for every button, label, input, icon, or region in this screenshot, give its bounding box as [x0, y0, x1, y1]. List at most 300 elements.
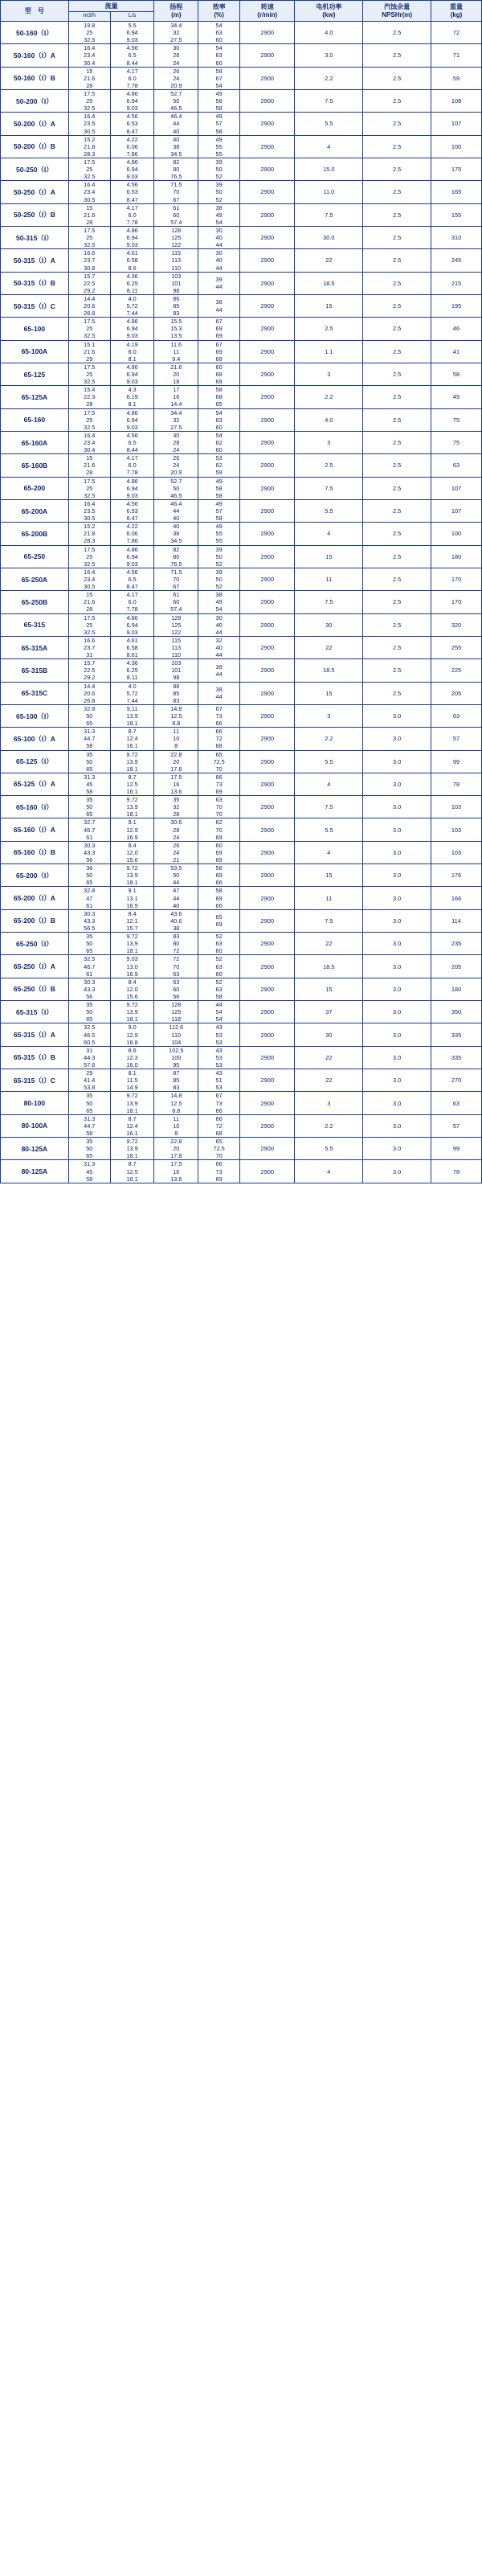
cell-head: 11 10 8 [154, 728, 198, 750]
cell-weight: 270 [431, 1069, 482, 1092]
cell-flow-m3h: 31.3 45 58 [68, 1160, 110, 1183]
cell-flow-m3h: 14.4 20.6 26.8 [68, 682, 110, 704]
cell-npsh: 2.5 [363, 203, 431, 226]
cell-npsh: 3.0 [363, 818, 431, 841]
cell-flow-m3h: 31 44.3 57.6 [68, 1046, 110, 1069]
cell-model: 80-100A [1, 1114, 69, 1137]
cell-efficiency: 49 55 55 [198, 135, 240, 158]
cell-weight: 320 [431, 613, 482, 636]
cell-power: 2.2 [295, 386, 363, 408]
table-row [1, 1114, 482, 1137]
cell-flow-ls: 9.72 13.9 18.1 [110, 796, 154, 818]
cell-npsh: 3.0 [363, 1023, 431, 1046]
cell-speed: 2900 [240, 818, 295, 841]
cell-model: 65-250 [1, 545, 69, 568]
cell-npsh: 3.0 [363, 773, 431, 795]
cell-flow-ls: 8.1 11.5 14.9 [110, 1069, 154, 1092]
cell-flow-ls: 4.22 6.06 7.86 [110, 523, 154, 545]
cell-power: 4.0 [295, 22, 363, 44]
cell-model: 50-200（I）A [1, 113, 69, 135]
cell-flow-m3h: 17.5 25 32.5 [68, 226, 110, 248]
cell-head: 17.5 16 13.6 [154, 773, 198, 795]
cell-npsh: 3.0 [363, 978, 431, 1000]
cell-flow-ls: 4.86 6.94 9.03 [110, 613, 154, 636]
table-row [1, 1069, 482, 1092]
cell-flow-m3h: 32.8 47 61 [68, 887, 110, 909]
cell-npsh: 2.5 [363, 158, 431, 180]
cell-efficiency: 38 49 54 [198, 203, 240, 226]
cell-flow-m3h: 15.1 21.6 29 [68, 340, 110, 363]
cell-weight: 108 [431, 89, 482, 112]
table-row [1, 113, 482, 135]
cell-npsh: 3.0 [363, 933, 431, 955]
cell-flow-ls: 9.72 13.9 18.1 [110, 864, 154, 887]
cell-power: 3 [295, 704, 363, 727]
cell-flow-m3h: 16.4 23.5 30.5 [68, 499, 110, 522]
cell-power: 18.5 [295, 272, 363, 294]
cell-efficiency: 52 63 58 [198, 978, 240, 1000]
cell-speed: 2900 [240, 841, 295, 863]
cell-speed: 2900 [240, 226, 295, 248]
cell-power: 5.5 [295, 113, 363, 135]
table-row [1, 659, 482, 682]
cell-npsh: 2.5 [363, 682, 431, 704]
cell-model: 65-315B [1, 659, 69, 682]
table-row [1, 818, 482, 841]
cell-flow-m3h: 15 21.6 28 [68, 67, 110, 89]
cell-speed: 2900 [240, 750, 295, 773]
cell-head: 26 24 20.9 [154, 67, 198, 89]
spec-sheet [0, 0, 482, 1183]
cell-head: 115 113 110 [154, 636, 198, 658]
cell-power: 5.5 [295, 499, 363, 522]
cell-head: 46.4 44 40 [154, 113, 198, 135]
cell-flow-ls: 4.56 6.5 8.44 [110, 44, 154, 67]
cell-power: 2.2 [295, 1114, 363, 1137]
cell-efficiency: 49 58 58 [198, 477, 240, 499]
cell-flow-m3h: 16.4 23.4 30.4 [68, 44, 110, 67]
cell-flow-ls: 4.19 6.0 8.1 [110, 340, 154, 363]
cell-model: 50-250（I） [1, 158, 69, 180]
table-row [1, 1160, 482, 1183]
cell-weight: 100 [431, 523, 482, 545]
table-row [1, 363, 482, 385]
cell-head: 82 80 76.5 [154, 545, 198, 568]
cell-power: 4 [295, 1160, 363, 1183]
cell-flow-m3h: 16.6 23.7 30.8 [68, 249, 110, 272]
cell-flow-ls: 9.1 13.1 16.9 [110, 887, 154, 909]
cell-flow-ls: 9.72 13.9 18.1 [110, 933, 154, 955]
cell-npsh: 2.5 [363, 386, 431, 408]
cell-power: 22 [295, 636, 363, 658]
cell-npsh: 3.0 [363, 1138, 431, 1160]
header-flow-m3h: m3/h [68, 12, 110, 22]
cell-power: 7.5 [295, 796, 363, 818]
cell-speed: 2900 [240, 773, 295, 795]
cell-head: 15.5 15.3 13.5 [154, 318, 198, 340]
cell-head: 115 113 110 [154, 249, 198, 272]
cell-flow-ls: 4.56 6.5 8.44 [110, 431, 154, 453]
cell-npsh: 3.0 [363, 1160, 431, 1183]
cell-weight: 310 [431, 226, 482, 248]
cell-flow-ls: 4.0 5.72 7.44 [110, 682, 154, 704]
cell-power: 18.5 [295, 955, 363, 978]
cell-power: 15.0 [295, 158, 363, 180]
cell-power: 4 [295, 773, 363, 795]
cell-model: 50-315（I） [1, 226, 69, 248]
cell-flow-m3h: 17.5 25 32.5 [68, 408, 110, 431]
cell-flow-m3h: 35 50 65 [68, 1092, 110, 1114]
cell-flow-ls: 4.3 6.19 8.1 [110, 386, 154, 408]
table-row [1, 591, 482, 613]
cell-head: 88 85 83 [154, 682, 198, 704]
cell-speed: 2900 [240, 909, 295, 932]
cell-flow-ls: 9.03 13.0 16.9 [110, 955, 154, 978]
cell-weight: 49 [431, 386, 482, 408]
cell-weight: 335 [431, 1046, 482, 1069]
cell-npsh: 2.5 [363, 613, 431, 636]
cell-efficiency: 58 68 65 [198, 386, 240, 408]
table-row [1, 318, 482, 340]
cell-weight: 335 [431, 1023, 482, 1046]
table-row [1, 613, 482, 636]
table-row [1, 477, 482, 499]
cell-speed: 2900 [240, 135, 295, 158]
cell-model: 65-250（I） [1, 933, 69, 955]
cell-weight: 75 [431, 431, 482, 453]
cell-efficiency: 65 72.5 70 [198, 750, 240, 773]
cell-flow-ls: 4.86 6.94 9.03 [110, 89, 154, 112]
cell-efficiency: 49 57 58 [198, 113, 240, 135]
cell-flow-ls: 4.61 6.58 8.61 [110, 636, 154, 658]
cell-power: 22 [295, 249, 363, 272]
table-row [1, 181, 482, 203]
cell-power: 5.5 [295, 750, 363, 773]
cell-speed: 2900 [240, 113, 295, 135]
cell-speed: 2900 [240, 1114, 295, 1137]
table-row [1, 568, 482, 590]
cell-efficiency: 39 50 52 [198, 158, 240, 180]
cell-head: 21.6 20 18 [154, 363, 198, 385]
cell-flow-m3h: 15 21.6 28 [68, 203, 110, 226]
cell-head: 26 24 20.9 [154, 454, 198, 477]
cell-npsh: 2.5 [363, 226, 431, 248]
cell-efficiency: 39 50 52 [198, 181, 240, 203]
cell-flow-ls: 9.72 13.9 18.1 [110, 750, 154, 773]
cell-head: 52.7 50 46.5 [154, 477, 198, 499]
table-row [1, 841, 482, 863]
table-row [1, 431, 482, 453]
table-row [1, 796, 482, 818]
cell-flow-ls: 4.56 6.53 8.47 [110, 181, 154, 203]
cell-head: 87 85 83 [154, 1069, 198, 1092]
cell-speed: 2900 [240, 1092, 295, 1114]
cell-weight: 114 [431, 909, 482, 932]
cell-flow-m3h: 15 21.6 28 [68, 591, 110, 613]
cell-flow-m3h: 30.3 43.3 56 [68, 841, 110, 863]
cell-power: 3 [295, 431, 363, 453]
cell-efficiency: 32 40 44 [198, 636, 240, 658]
cell-model: 50-250（I）A [1, 181, 69, 203]
cell-head: 30 28 24 [154, 431, 198, 453]
cell-power: 2.5 [295, 454, 363, 477]
cell-model: 65-125A [1, 386, 69, 408]
cell-power: 37 [295, 1001, 363, 1023]
cell-flow-m3h: 32.8 50 65 [68, 704, 110, 727]
cell-npsh: 3.0 [363, 909, 431, 932]
cell-weight: 195 [431, 294, 482, 317]
cell-model: 65-125（I） [1, 750, 69, 773]
cell-weight: 155 [431, 203, 482, 226]
cell-npsh: 2.5 [363, 318, 431, 340]
cell-head: 11 10 8 [154, 1114, 198, 1137]
cell-flow-ls: 8.4 12.0 15.6 [110, 978, 154, 1000]
cell-speed: 2900 [240, 523, 295, 545]
cell-speed: 2900 [240, 318, 295, 340]
cell-flow-m3h: 35 50 65 [68, 750, 110, 773]
cell-efficiency: 67 73 66 [198, 704, 240, 727]
cell-power: 15 [295, 978, 363, 1000]
header-head-unit: (m) [171, 10, 182, 18]
cell-flow-ls: 4.61 6.58 8.6 [110, 249, 154, 272]
cell-head: 46.4 44 40 [154, 499, 198, 522]
cell-power: 4 [295, 841, 363, 863]
cell-flow-ls: 9.1 12.9 16.9 [110, 818, 154, 841]
cell-model: 65-200A [1, 499, 69, 522]
cell-npsh: 3.0 [363, 864, 431, 887]
cell-speed: 2900 [240, 728, 295, 750]
cell-model: 50-160（I）B [1, 67, 69, 89]
cell-power: 18.5 [295, 659, 363, 682]
cell-head: 128 125 122 [154, 226, 198, 248]
cell-head: 128 125 122 [154, 613, 198, 636]
cell-weight: 245 [431, 249, 482, 272]
cell-flow-m3h: 30.3 43.3 56 [68, 978, 110, 1000]
table-row [1, 203, 482, 226]
cell-weight: 63 [431, 454, 482, 477]
table-row [1, 955, 482, 978]
cell-flow-ls: 4.36 6.25 8.11 [110, 272, 154, 294]
cell-head: 34.4 32 27.5 [154, 22, 198, 44]
cell-flow-m3h: 17.5 25 32.5 [68, 477, 110, 499]
cell-model: 50-315（I）A [1, 249, 69, 272]
cell-npsh: 3.0 [363, 1092, 431, 1114]
cell-flow-m3h: 35 50 65 [68, 933, 110, 955]
table-body [1, 22, 482, 1183]
cell-model: 65-160（I）B [1, 841, 69, 863]
cell-speed: 2900 [240, 294, 295, 317]
cell-weight: 63 [431, 704, 482, 727]
table-row [1, 750, 482, 773]
cell-weight: 59 [431, 67, 482, 89]
cell-npsh: 2.5 [363, 431, 431, 453]
cell-flow-m3h: 35 50 65 [68, 1001, 110, 1023]
cell-npsh: 2.5 [363, 22, 431, 44]
cell-speed: 2900 [240, 864, 295, 887]
cell-efficiency: 54 63 60 [198, 408, 240, 431]
cell-power: 3 [295, 363, 363, 385]
cell-model: 65-160B [1, 454, 69, 477]
cell-head: 63 60 56 [154, 978, 198, 1000]
cell-npsh: 3.0 [363, 955, 431, 978]
cell-flow-m3h: 30.3 43.3 56.5 [68, 909, 110, 932]
table-row [1, 864, 482, 887]
table-row [1, 1001, 482, 1023]
cell-model: 65-160A [1, 431, 69, 453]
cell-speed: 2900 [240, 249, 295, 272]
cell-flow-m3h: 15.7 22.5 29.2 [68, 659, 110, 682]
cell-efficiency: 49 57 58 [198, 499, 240, 522]
table-header [1, 1, 482, 22]
header-npsh [363, 1, 431, 22]
cell-speed: 2900 [240, 1138, 295, 1160]
cell-efficiency: 52 63 60 [198, 955, 240, 978]
cell-flow-ls: 4.0 5.72 7.44 [110, 294, 154, 317]
cell-speed: 2900 [240, 887, 295, 909]
cell-model: 65-100（I）A [1, 728, 69, 750]
header-npsh-label: 汽蚀余量 [384, 3, 411, 11]
cell-weight: 255 [431, 636, 482, 658]
table-row [1, 1138, 482, 1160]
cell-npsh: 2.5 [363, 523, 431, 545]
table-row [1, 1046, 482, 1069]
cell-flow-m3h: 35 50 65 [68, 1138, 110, 1160]
cell-weight: 225 [431, 659, 482, 682]
cell-power: 15 [295, 545, 363, 568]
table-row [1, 22, 482, 44]
cell-efficiency: 38 49 54 [198, 591, 240, 613]
cell-head: 11.6 11 9.4 [154, 340, 198, 363]
table-row [1, 887, 482, 909]
cell-weight: 57 [431, 728, 482, 750]
cell-flow-ls: 4.86 6.94 9.03 [110, 408, 154, 431]
cell-power: 7.5 [295, 89, 363, 112]
cell-npsh: 2.5 [363, 113, 431, 135]
cell-model: 65-200（I）A [1, 887, 69, 909]
cell-model: 50-160（I） [1, 22, 69, 44]
cell-model: 65-250A [1, 568, 69, 590]
header-flow: 流量 [68, 1, 154, 12]
cell-model: 65-315（I） [1, 1001, 69, 1023]
cell-speed: 2900 [240, 1001, 295, 1023]
cell-power: 30 [295, 613, 363, 636]
cell-weight: 176 [431, 864, 482, 887]
cell-npsh: 3.0 [363, 841, 431, 863]
cell-npsh: 2.5 [363, 181, 431, 203]
cell-flow-ls: 5.5 6.94 9.03 [110, 22, 154, 44]
cell-model: 65-200B [1, 523, 69, 545]
table-row [1, 773, 482, 795]
cell-head: 43.6 40.6 38 [154, 909, 198, 932]
cell-efficiency: 65 72.5 70 [198, 1138, 240, 1160]
cell-speed: 2900 [240, 1046, 295, 1069]
cell-power: 3.0 [295, 44, 363, 67]
cell-efficiency: 60 69 69 [198, 841, 240, 863]
cell-power: 22 [295, 933, 363, 955]
cell-flow-m3h: 17.5 25 32.5 [68, 89, 110, 112]
cell-weight: 99 [431, 1138, 482, 1160]
cell-flow-ls: 8.7 12.4 16.1 [110, 1114, 154, 1137]
pump-spec-table [0, 0, 482, 1183]
cell-npsh: 2.5 [363, 340, 431, 363]
cell-head: 71.5 70 67 [154, 568, 198, 590]
cell-flow-ls: 8.4 12.1 15.7 [110, 909, 154, 932]
cell-power: 15 [295, 294, 363, 317]
cell-flow-ls: 8.6 12.3 16.0 [110, 1046, 154, 1069]
cell-power: 3 [295, 1092, 363, 1114]
cell-power: 7.5 [295, 477, 363, 499]
cell-weight: 57 [431, 1114, 482, 1137]
header-efficiency [198, 1, 240, 22]
cell-power: 22 [295, 1069, 363, 1092]
cell-efficiency: 58 69 66 [198, 887, 240, 909]
cell-flow-m3h: 36 50 65 [68, 864, 110, 887]
cell-head: 72 70 63 [154, 955, 198, 978]
cell-flow-m3h: 29 41.4 53.8 [68, 1069, 110, 1092]
cell-flow-m3h: 32.5 46.5 60.5 [68, 1023, 110, 1046]
cell-head: 52.7 50 46.5 [154, 89, 198, 112]
cell-flow-m3h: 35 50 65 [68, 796, 110, 818]
cell-efficiency: 38 44 [198, 682, 240, 704]
cell-speed: 2900 [240, 1069, 295, 1092]
table-row [1, 340, 482, 363]
cell-npsh: 2.5 [363, 591, 431, 613]
cell-weight: 235 [431, 933, 482, 955]
cell-head: 112.6 110 104 [154, 1023, 198, 1046]
cell-weight: 350 [431, 1001, 482, 1023]
cell-speed: 2900 [240, 659, 295, 682]
cell-speed: 2900 [240, 89, 295, 112]
cell-speed: 2900 [240, 44, 295, 67]
cell-efficiency: 39 44 [198, 659, 240, 682]
cell-power: 7.5 [295, 203, 363, 226]
cell-flow-ls: 4.86 6.94 9.03 [110, 477, 154, 499]
table-row [1, 704, 482, 727]
cell-head: 40 38 34.5 [154, 523, 198, 545]
cell-power: 11.0 [295, 181, 363, 203]
cell-head: 71.5 70 67 [154, 181, 198, 203]
cell-power: 2.2 [295, 728, 363, 750]
cell-flow-ls: 4.17 6.0 7.78 [110, 454, 154, 477]
cell-efficiency: 38 44 [198, 294, 240, 317]
cell-flow-m3h: 32.5 46.7 61 [68, 955, 110, 978]
table-row [1, 933, 482, 955]
cell-weight: 78 [431, 773, 482, 795]
cell-flow-m3h: 16.4 23.5 30.5 [68, 113, 110, 135]
cell-efficiency: 53 62 59 [198, 454, 240, 477]
cell-flow-ls: 4.22 6.06 7.86 [110, 135, 154, 158]
cell-power: 7.5 [295, 909, 363, 932]
cell-efficiency: 30 40 44 [198, 226, 240, 248]
cell-speed: 2900 [240, 591, 295, 613]
header-flow-ls: L/s [110, 12, 154, 22]
cell-flow-m3h: 16.6 23.7 31 [68, 636, 110, 658]
cell-power: 30.0 [295, 226, 363, 248]
cell-efficiency: 49 58 58 [198, 89, 240, 112]
cell-flow-ls: 4.56 6.53 8.47 [110, 499, 154, 522]
cell-efficiency: 60 68 69 [198, 363, 240, 385]
cell-flow-ls: 4.86 6.94 9.03 [110, 226, 154, 248]
cell-head: 14.8 12.5 8.8 [154, 1092, 198, 1114]
cell-weight: 100 [431, 135, 482, 158]
cell-speed: 2900 [240, 158, 295, 180]
cell-efficiency: 39 50 52 [198, 568, 240, 590]
cell-speed: 2900 [240, 181, 295, 203]
table-row [1, 135, 482, 158]
cell-weight: 41 [431, 340, 482, 363]
cell-model: 65-315（I）A [1, 1023, 69, 1046]
cell-flow-m3h: 15.4 22.3 28 [68, 386, 110, 408]
